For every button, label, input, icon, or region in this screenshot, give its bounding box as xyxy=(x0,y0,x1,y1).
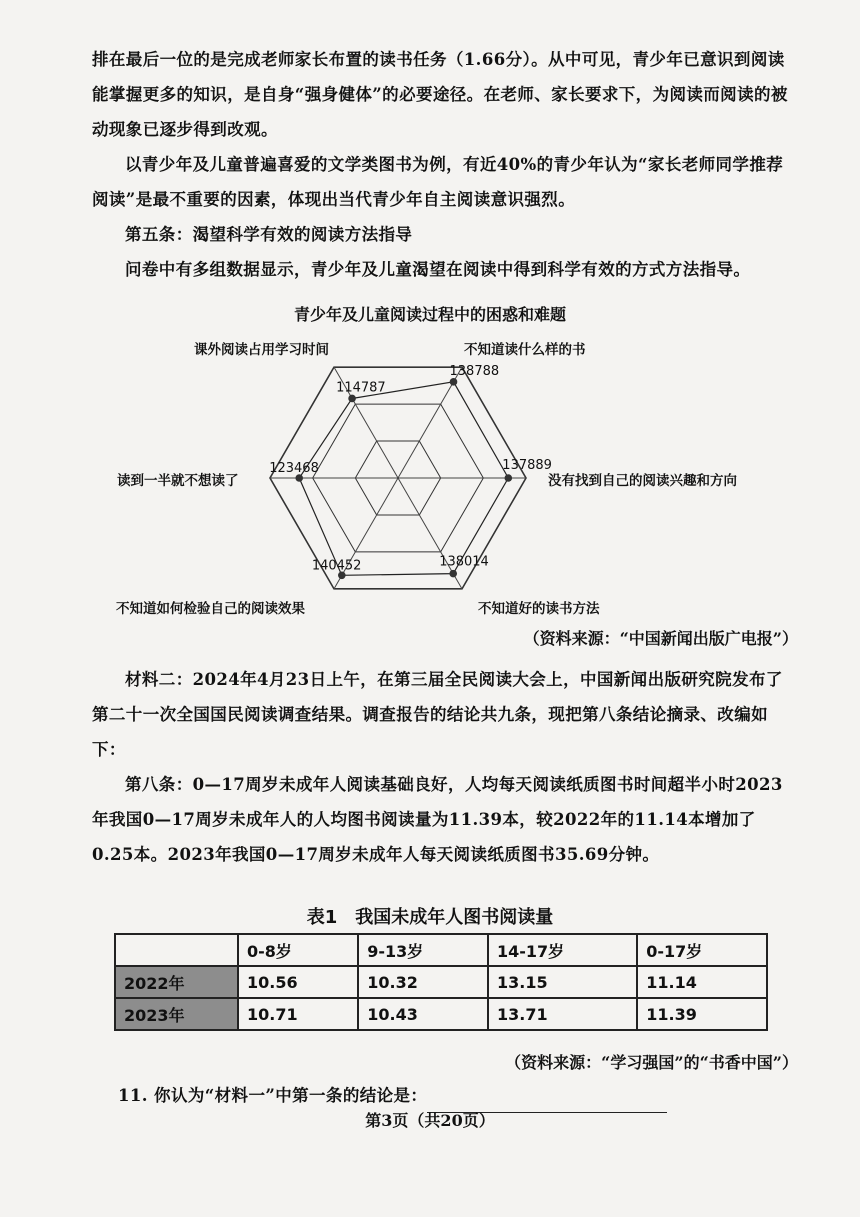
radar-data-point xyxy=(505,474,513,482)
row-year-label: 2022年 xyxy=(115,966,238,998)
row-year-label: 2023年 xyxy=(115,998,238,1030)
radar-data-series xyxy=(299,382,508,575)
table-cell: 10.71 xyxy=(238,998,358,1030)
table-header-cell: 9-13岁 xyxy=(358,934,488,966)
heading-article-five: 第五条：渴望科学有效的阅读方法指导 xyxy=(125,225,413,244)
axis-label-check-effect: 不知道如何检验自己的阅读效果 xyxy=(116,601,305,617)
table-row xyxy=(115,966,767,998)
table-cell: 11.39 xyxy=(637,998,767,1030)
table-cell: 10.56 xyxy=(238,966,358,998)
source-citation-2: （资料来源：“学习强国”的“书香中国”） xyxy=(505,1053,798,1072)
radar-value-label: 123468 xyxy=(269,461,319,476)
table-header-row xyxy=(115,934,767,966)
source-citation-1: （资料来源：“中国新闻出版广电报”） xyxy=(523,629,798,648)
table-cell: 13.71 xyxy=(488,998,637,1030)
axis-label-give-up-halfway: 读到一半就不想读了 xyxy=(117,473,239,489)
radar-data-point xyxy=(348,395,356,403)
radar-value-label: 137889 xyxy=(502,458,552,473)
material-two-article-eight: 第八条：0—17周岁未成年人阅读基础良好，人均每天阅读纸质图书时间超半小时2023年我国0—17周岁未成年人的人均图书阅读量为11.39本，较2022年的11.14本增加了0.25本。2023年我国0—17周岁未成年人每天阅读纸质图书35.69分钟。 xyxy=(92,775,783,864)
table-header-cell xyxy=(115,934,238,966)
paragraph-literature-example: 以青少年及儿童普遍喜爱的文学类图书为例，有近40%的青少年认为“家长老师同学推荐阅读”是最不重要的因素，体现出当代青少年自主阅读意识强烈。 xyxy=(92,155,784,209)
material-two-intro: 材料二：2024年4月23日上午，在第三届全民阅读大会上，中国新闻出版研究院发布了第二十一次全国国民阅读调查结果。调查报告的结论共九条，现把第八条结论摘录、改编如下： xyxy=(92,670,783,759)
table-cell: 10.43 xyxy=(358,998,488,1030)
table-cell: 11.14 xyxy=(637,966,767,998)
table-row xyxy=(115,998,767,1030)
table-caption: 表1 我国未成年人图书阅读量 xyxy=(306,907,554,928)
table-cell: 10.32 xyxy=(358,966,488,998)
axis-label-what-to-read: 不知道读什么样的书 xyxy=(464,342,586,358)
radar-chart-title: 青少年及儿童阅读过程中的困惑和难题 xyxy=(293,305,566,324)
axis-label-reading-method: 不知道好的读书方法 xyxy=(478,601,600,617)
question-text: 11. 你认为“材料一”中第一条的结论是： xyxy=(118,1086,428,1105)
table-header-cell: 14-17岁 xyxy=(488,934,637,966)
paragraph-task-ranking: 排在最后一位的是完成老师家长布置的读书任务（1.66分）。从中可见，青少年已意识到阅读能掌握更多的知识，是自身“强身健体”的必要途径。在老师、家长要求下，为阅读而阅读的被动现象已逐步得到改观。 xyxy=(92,50,788,139)
radar-data-point xyxy=(449,570,457,578)
radar-data-point xyxy=(450,378,458,386)
table-header-cell: 0-8岁 xyxy=(238,934,358,966)
axis-label-no-interest: 没有找到自己的阅读兴趣和方向 xyxy=(548,473,737,489)
table-cell: 13.15 xyxy=(488,966,637,998)
radar-value-label: 138788 xyxy=(449,363,500,379)
radar-value-label: 140452 xyxy=(311,558,362,574)
table-header-cell: 0-17岁 xyxy=(637,934,767,966)
page-number: 第3页（共20页） xyxy=(365,1111,495,1130)
reading-volume-table xyxy=(114,933,768,1031)
radar-value-label: 138014 xyxy=(439,554,489,570)
paragraph-method-guidance: 问卷中有多组数据显示，青少年及儿童渴望在阅读中得到科学有效的方式方法指导。 xyxy=(125,260,751,279)
radar-value-label: 114787 xyxy=(336,380,386,396)
axis-label-time-cost: 课外阅读占用学习时间 xyxy=(194,342,329,358)
